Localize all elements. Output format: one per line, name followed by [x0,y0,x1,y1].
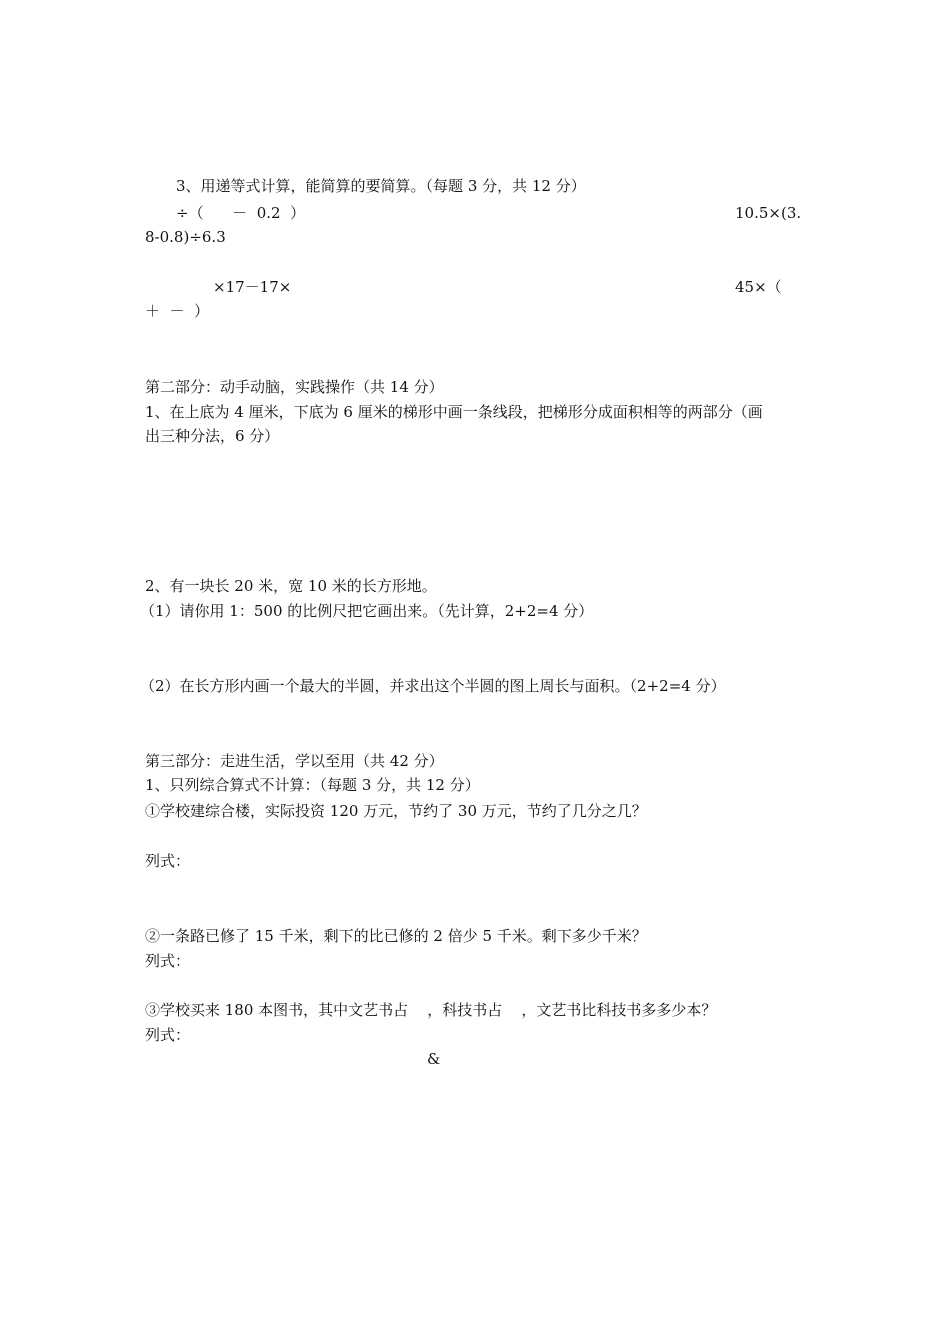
calc-row1-left: ÷（ － 0.2 ） [176,204,306,222]
calc-row2-left: ×17－17× [213,278,292,296]
part2-q2-line1: 2、有一块长 20 米，宽 10 米的长方形地。 [145,577,437,595]
part2-q2-sub2: （2）在长方形内画一个最大的半圆，并求出这个半圆的图上周长与面积。（2+2=4 分） [140,677,726,695]
part3-item2-label: 列式： [145,952,191,970]
calc-row2-continuation: ＋ － ） [145,302,210,320]
part3-q1-heading: 1、只列综合算式不计算：（每题 3 分，共 12 分） [145,776,480,794]
calc-row1-right: 10.5×(3. [735,204,802,222]
part3-item2: ②一条路已修了 15 千米，剩下的比已修的 2 倍少 5 千米。剩下多少千米？ [145,927,647,945]
part3-heading: 第三部分：走进生活，学以至用（共 42 分） [145,752,444,770]
part3-item3-label: 列式： [145,1026,191,1044]
part3-item1: ①学校建综合楼，实际投资 120 万元，节约了 30 万元，节约了几分之几？ [145,802,647,820]
part2-q2-sub1: （1）请你用 1：500 的比例尺把它画出来。（先计算，2+2=4 分） [140,602,594,620]
calc-row1-continuation: 8-0.8)÷6.3 [145,228,226,246]
part3-item3: ③学校买来 180 本图书，其中文艺书占 ，科技书占 ，文艺书比科技书多多少本？ [145,1001,717,1019]
part2-heading: 第二部分：动手动脑，实践操作（共 14 分） [145,378,444,396]
calc-row2-right: 45×（ [735,278,782,296]
ampersand-mark: & [427,1050,441,1068]
calc-heading: 3、用递等式计算，能简算的要简算。（每题 3 分，共 12 分） [176,177,586,195]
part2-q1-line2: 出三种分法，6 分） [145,427,280,445]
part2-q1-line1: 1、在上底为 4 厘米，下底为 6 厘米的梯形中画一条线段，把梯形分成面积相等的两部分（画 [145,403,763,421]
part3-item1-label: 列式： [145,852,191,870]
